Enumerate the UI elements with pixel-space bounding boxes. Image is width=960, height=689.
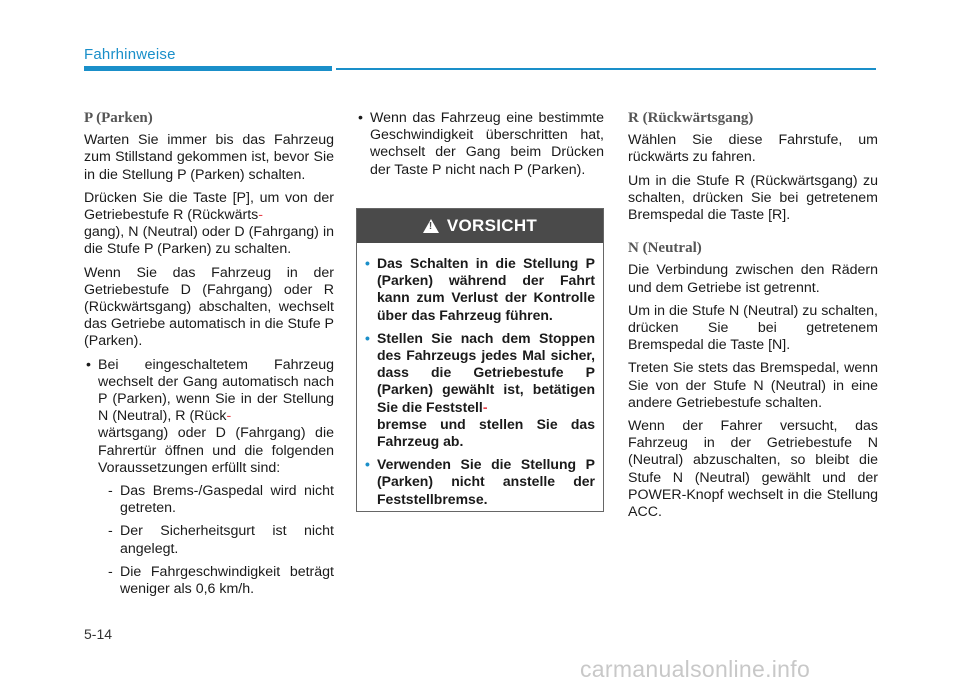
- list-item: • Bei eingeschaltetem Fahrzeug wechselt der Gang automatisch nach P (Parken), wenn Sie in der Stellung N (Neutral), R (Rück- wärtsgang) oder D (Fahrgang) die Fahrertür öffnen und die folgenden Voraussetzungen erfüllt sind: - Das Brems-/Gaspedal wird nicht getreten. - Der Sicherheitsgurt ist nicht angelegt. - Die Fahrgeschwindigkeit beträgt weniger als 0,6 km/h.: [84, 357, 334, 599]
- paragraph: Warten Sie immer bis das Fahrzeug zum Stillstand gekommen ist, bevor Sie in die Stellung P (Parken) schalten.: [84, 132, 334, 183]
- column-left: [84, 110, 334, 604]
- list-item: • Das Schalten in die Stellung P (Parken) während der Fahrt kann zum Verlust der Kontrolle über das Fahrzeug führen.: [365, 255, 595, 324]
- heading-reverse: R (Rückwärtsgang): [628, 110, 754, 126]
- heading-park: P (Parken): [84, 110, 153, 126]
- list-item: - Das Brems-/Gaspedal wird nicht getreten.: [98, 483, 334, 517]
- warning-triangle-icon: [423, 219, 439, 233]
- section-title: Fahrhinweise: [84, 46, 176, 63]
- paragraph: Wenn der Fahrer versucht, das Fahrzeug in der Getriebestufe N (Neutral) abzuschalten, so bleibt die Stufe N (Neutral) gewählt und der POWER-Knopf wechselt in die Stellung ACC.: [628, 418, 878, 521]
- hyphen-mark: -: [482, 398, 488, 415]
- list-item: • Verwenden Sie die Stellung P (Parken) nicht anstelle der Feststellbremse.: [365, 456, 595, 508]
- paragraph: Um in die Stufe R (Rückwärtsgang) zu schalten, drücken Sie bei getretenem Bremspedal die Taste [R].: [628, 172, 878, 224]
- header-rule: [336, 68, 876, 70]
- list-item: • Wenn das Fahrzeug eine bestimmte Geschwindigkeit überschritten hat, wechselt der Gang beim Drücken der Taste P nicht nach P (Parken).: [356, 110, 604, 179]
- paragraph: Wählen Sie diese Fahrstufe, um rückwärts zu fahren.: [628, 132, 878, 166]
- bullet-list: [356, 110, 604, 179]
- watermark: carmanualsonline.info: [580, 656, 811, 682]
- dash-list: [98, 483, 334, 598]
- paragraph: Die Verbindung zwischen den Rädern und dem Getriebe ist getrennt.: [628, 262, 878, 296]
- hyphen-mark: -: [258, 207, 263, 224]
- list-item: - Der Sicherheitsgurt ist nicht angelegt.: [98, 523, 334, 557]
- bullet-list: [84, 357, 334, 599]
- paragraph: Wenn Sie das Fahrzeug in der Getriebestufe D (Fahrgang) oder R (Rückwärtsgang) abschalten, wechselt das Getriebe automatisch in die Stufe P (Parken).: [84, 264, 334, 350]
- paragraph: Treten Sie stets das Bremspedal, wenn Sie von der Stufe N (Neutral) in eine andere Getriebestufe schalten.: [628, 360, 878, 411]
- column-right: [628, 110, 878, 527]
- caution-header: [357, 209, 603, 243]
- column-middle: [356, 110, 604, 185]
- page-number: 5-14: [84, 626, 113, 642]
- paragraph: Um in die Stufe N (Neutral) zu schalten, drücken Sie bei getretenem Bremspedal die Taste [N].: [628, 302, 878, 354]
- list-item: - Die Fahrgeschwindigkeit beträgt weniger als 0,6 km/h.: [98, 564, 334, 598]
- list-item: • Stellen Sie nach dem Stoppen des Fahrzeugs jedes Mal sicher, dass die Getriebestufe P (Parken) gewählt ist, betätigen Sie die Feststell- bremse und stellen Sie das Fahrzeug ab.: [365, 330, 595, 450]
- caution-box: [356, 208, 604, 512]
- caution-list: [365, 255, 595, 508]
- paragraph: Drücken Sie die Taste [P], um von der Getriebestufe R (Rückwärts- gang), N (Neutral) oder D (Fahrgang) in die Stufe P (Parken) zu schalten.: [84, 189, 334, 258]
- heading-neutral: N (Neutral): [628, 240, 702, 257]
- header-rule-accent: [84, 66, 332, 71]
- hyphen-mark: -: [226, 408, 232, 425]
- caution-title: VORSICHT: [446, 216, 538, 235]
